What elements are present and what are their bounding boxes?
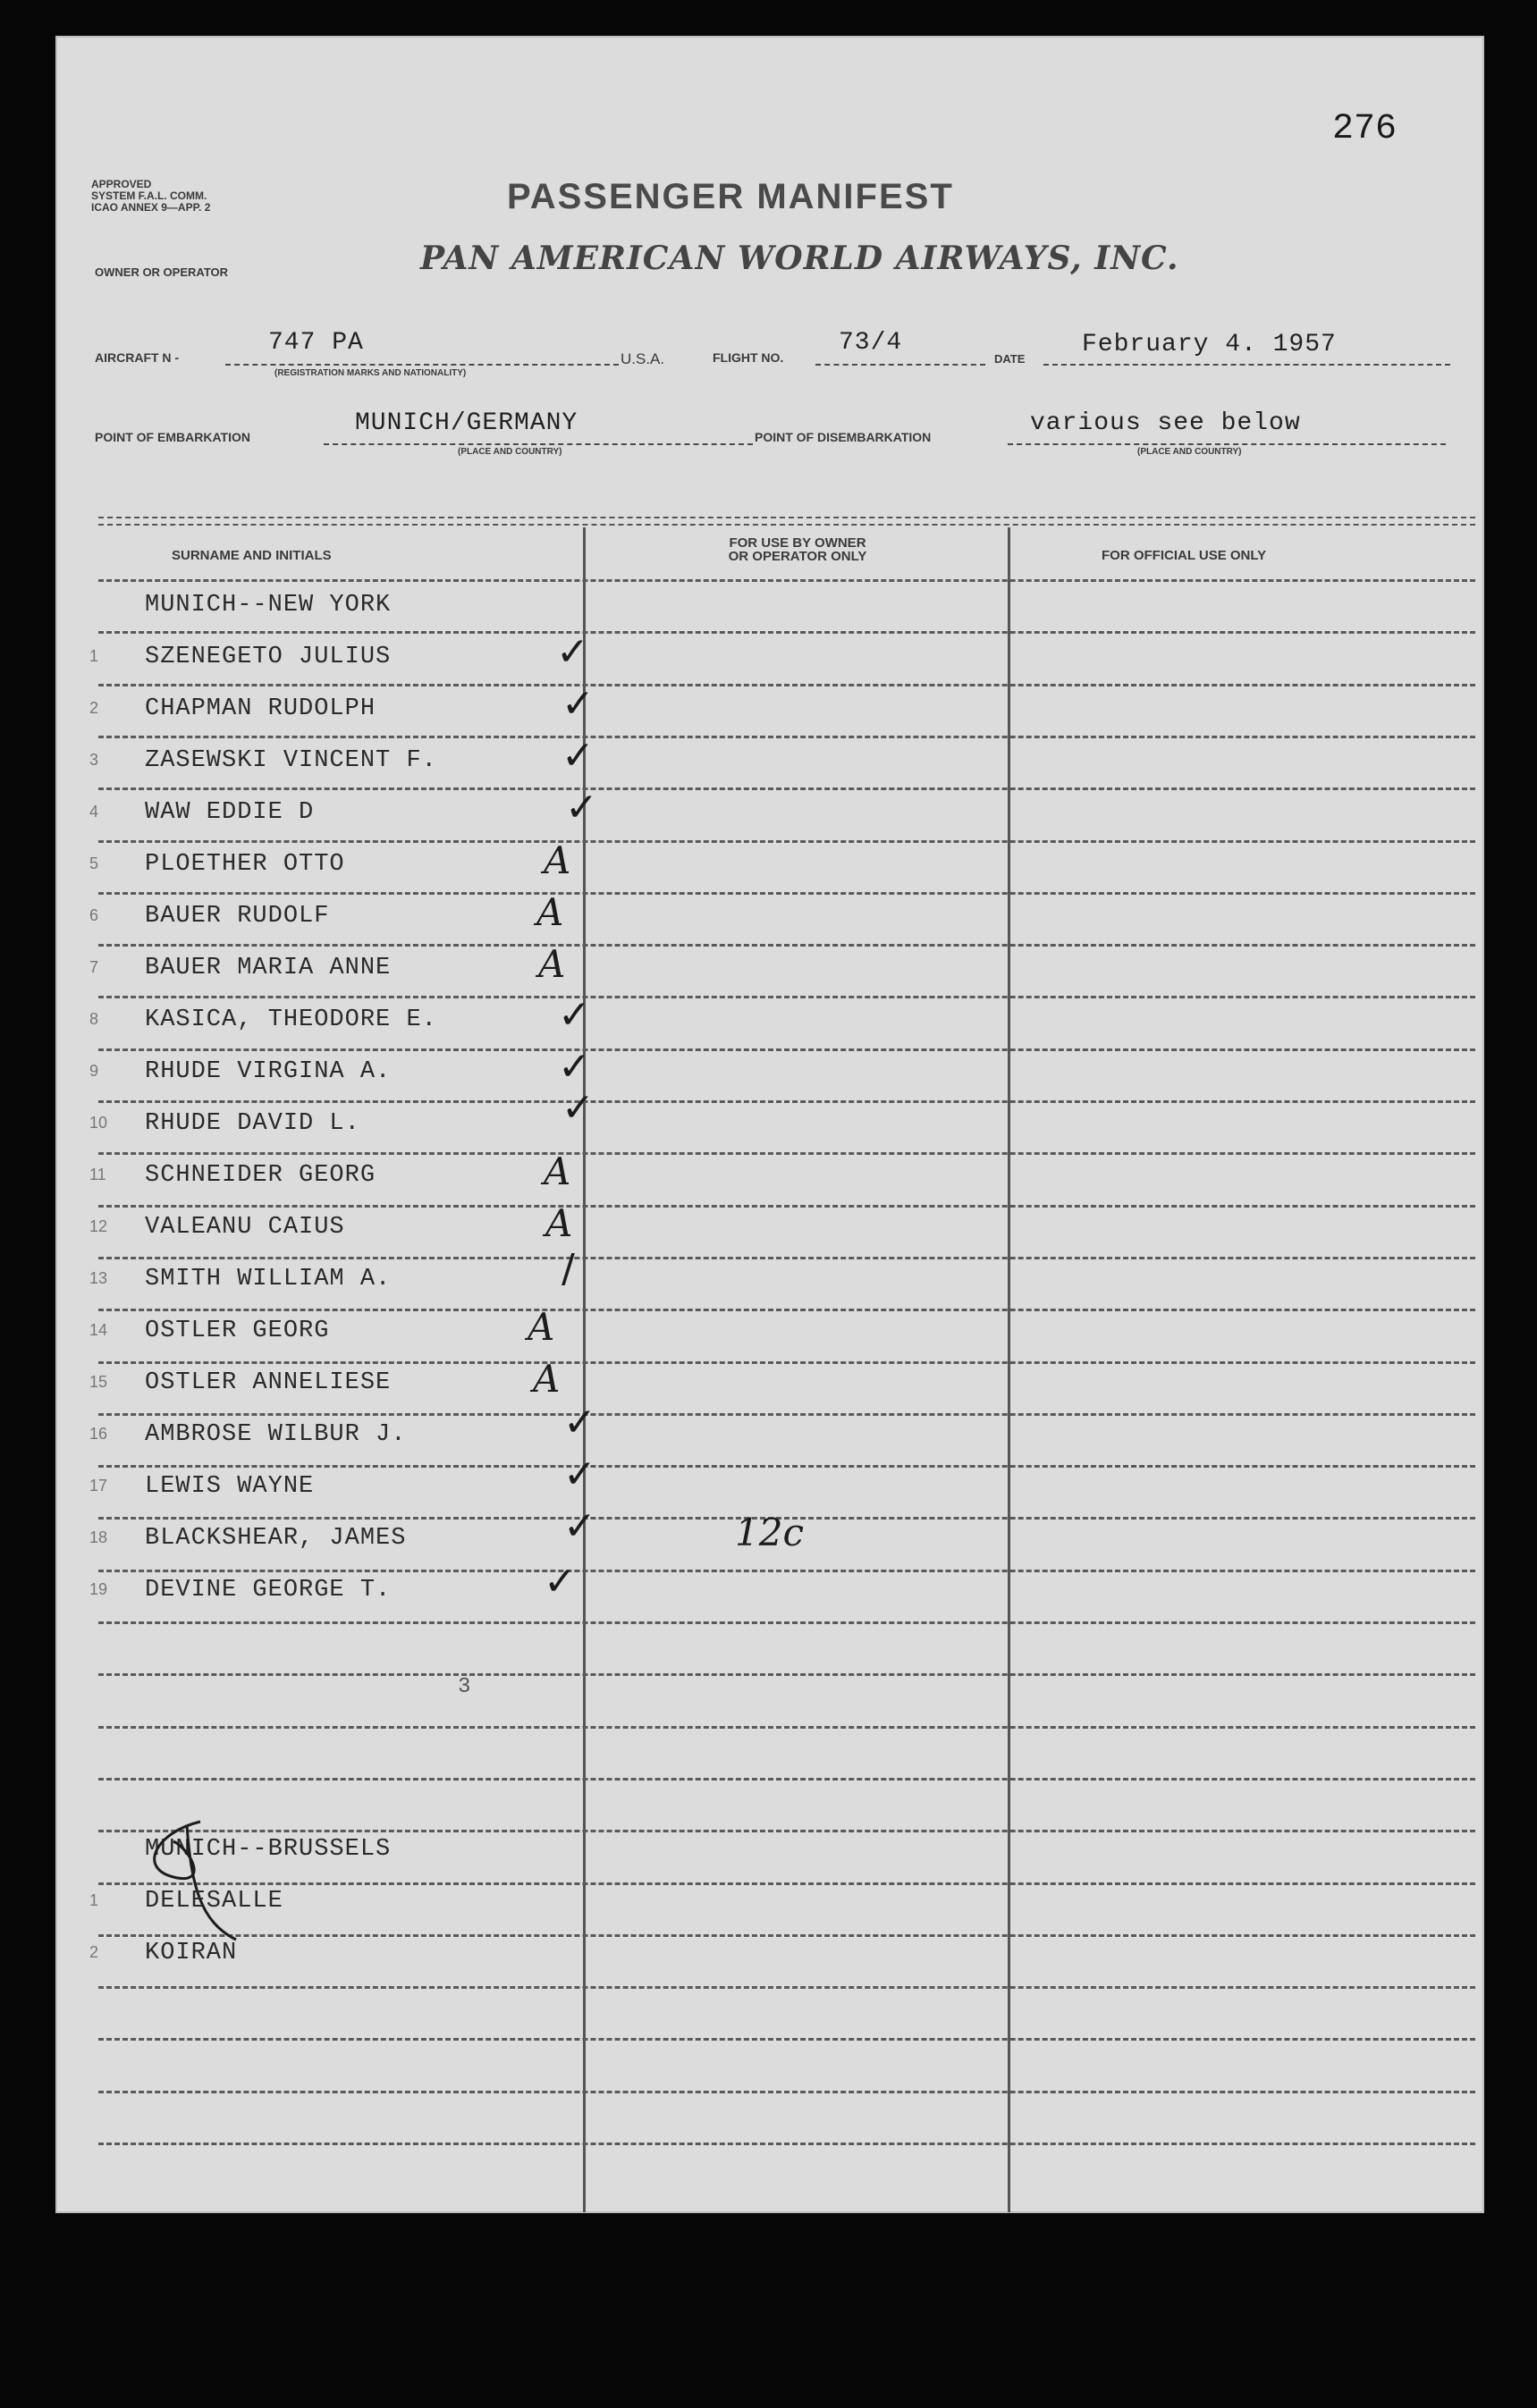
passenger-name: DEVINE GEORGE T. (145, 1577, 392, 1604)
disembarkation-label: POINT OF DISEMBARKATION (755, 430, 932, 444)
ruled-line (98, 1621, 1475, 1624)
passenger-name: CHAPMAN RUDOLPH (145, 695, 376, 722)
passenger-name: BAUER MARIA ANNE (145, 955, 392, 981)
row-number: 3 (89, 751, 99, 769)
mark-a: A (536, 890, 564, 934)
mark-a: A (538, 942, 566, 986)
disembarkation-value: various see below (1030, 409, 1301, 437)
checkmark: ✓ (544, 1559, 577, 1604)
checkmark: ✓ (563, 1400, 596, 1445)
row-number: 15 (89, 1373, 108, 1391)
ruled-line (98, 892, 1475, 895)
ruled-line (98, 840, 1475, 843)
row-number: 19 (89, 1580, 108, 1598)
ruled-line (98, 787, 1475, 790)
column-divider-2 (1008, 527, 1010, 2212)
row-number: 10 (89, 1114, 108, 1132)
passenger-name: SZENEGETO JULIUS (145, 644, 392, 670)
ruled-line (98, 944, 1475, 947)
checkmark: ✓ (563, 1503, 596, 1549)
ruled-line (98, 1570, 1475, 1572)
mark-a: A (533, 1357, 561, 1401)
passenger-name: PLOETHER OTTO (145, 851, 345, 878)
checkmark: ✓ (558, 1044, 591, 1090)
ruled-line (98, 1309, 1475, 1311)
ruled-line (98, 631, 1475, 634)
date-value: February 4. 1957 (1082, 331, 1337, 358)
ruled-line (98, 736, 1475, 738)
column-divider-1 (583, 527, 586, 2212)
ruled-line (98, 1778, 1475, 1781)
ruled-line (98, 1152, 1475, 1155)
ruled-line (98, 684, 1475, 686)
row-number: 13 (89, 1269, 108, 1287)
checkmark: ✓ (562, 733, 595, 779)
row-number: 9 (89, 1062, 99, 1080)
checkmark: ✓ (556, 629, 589, 675)
aircraft-label: AIRCRAFT N - (95, 350, 180, 365)
ruled-line (98, 1830, 1475, 1832)
checkmark: ✓ (563, 1452, 596, 1497)
checkmark: ✓ (558, 992, 591, 1038)
passenger-name: WAW EDDIE D (145, 799, 315, 826)
ruled-line (98, 1205, 1475, 1208)
ruled-line (98, 2143, 1475, 2145)
passenger-name: KASICA, THEODORE E. (145, 1006, 437, 1033)
flight-label: FLIGHT NO. (713, 350, 784, 365)
embarkation-value: MUNICH/GERMANY (355, 409, 578, 437)
disembarkation-sublabel: (PLACE AND COUNTRY) (1137, 447, 1242, 457)
passenger-name: OSTLER ANNELIESE (145, 1369, 392, 1396)
approval-note: APPROVED SYSTEM F.A.L. COMM. ICAO ANNEX 9—APP. 2 (91, 178, 211, 214)
checkmark: ✓ (565, 785, 598, 830)
row-number: 7 (89, 958, 99, 976)
row-number: 1 (89, 1891, 99, 1909)
embarkation-label: POINT OF EMBARKATION (95, 430, 250, 444)
mark-a: A (545, 1201, 573, 1245)
ruled-line (98, 1100, 1475, 1103)
passenger-name: AMBROSE WILBUR J. (145, 1421, 407, 1448)
row-number: 11 (89, 1166, 106, 1183)
ruled-line (98, 1257, 1475, 1259)
passenger-name: BLACKSHEAR, JAMES (145, 1525, 407, 1552)
ruled-line (98, 579, 1475, 582)
ruled-line (98, 996, 1475, 998)
seat-note: 12c (735, 1511, 804, 1554)
page-number: 276 (1332, 109, 1398, 149)
owner-use-column-header: FOR USE BY OWNER OR OPERATOR ONLY (728, 535, 867, 564)
passenger-name: BAUER RUDOLF (145, 903, 330, 930)
row-number: 2 (89, 699, 99, 717)
handwritten-bracket-mark (138, 1814, 254, 1949)
ruled-line (98, 2038, 1475, 2041)
row-number: 6 (89, 906, 99, 924)
checkmark: ✓ (562, 681, 595, 727)
manifest-title: PASSENGER MANIFEST (507, 177, 954, 216)
passenger-name: KOIRAN (145, 1940, 238, 1966)
row-number: 18 (89, 1528, 108, 1546)
route-heading-munich-new-york: MUNICH--NEW YORK (145, 592, 392, 619)
row-number: 16 (89, 1425, 108, 1443)
surname-column-header: SURNAME AND INITIALS (172, 548, 332, 563)
ruled-line (98, 1882, 1475, 1885)
passenger-name: RHUDE VIRGINA A. (145, 1058, 392, 1085)
row-number: 1 (89, 647, 99, 665)
slash-mark: / (562, 1246, 575, 1292)
passenger-name: VALEANU CAIUS (145, 1214, 345, 1241)
route-heading-munich-brussels: MUNICH--BRUSSELS (145, 1836, 392, 1863)
ruled-line (98, 1726, 1475, 1729)
airline-name: PAN AMERICAN WORLD AIRWAYS, INC. (420, 240, 1179, 277)
ruled-line (98, 1413, 1475, 1416)
passenger-name: LEWIS WAYNE (145, 1473, 315, 1500)
mark-a: A (544, 838, 571, 882)
ruled-line (98, 1048, 1475, 1051)
manifest-sheet (55, 36, 1484, 2213)
row-number: 2 (89, 1943, 99, 1961)
mark-a: A (544, 1149, 571, 1193)
row-number: 17 (89, 1477, 108, 1494)
embarkation-sublabel: (PLACE AND COUNTRY) (458, 447, 562, 457)
passenger-name: SMITH WILLIAM A. (145, 1266, 392, 1292)
stray-mark: 3 (458, 1675, 471, 1699)
row-number: 12 (89, 1217, 108, 1235)
aircraft-value: 747 PA (268, 329, 364, 357)
ruled-line (98, 2091, 1475, 2093)
flight-value: 73/4 (839, 329, 903, 357)
date-label: DATE (994, 352, 1026, 366)
passenger-name: ZASEWSKI VINCENT F. (145, 747, 437, 774)
passenger-name: RHUDE DAVID L. (145, 1110, 360, 1137)
passenger-name: SCHNEIDER GEORG (145, 1162, 376, 1189)
passenger-name: OSTLER GEORG (145, 1318, 330, 1344)
aircraft-sublabel: (REGISTRATION MARKS AND NATIONALITY) (274, 368, 467, 378)
official-use-column-header: FOR OFFICIAL USE ONLY (1102, 548, 1267, 563)
passenger-name: DELESALLE (145, 1888, 283, 1915)
ruled-line (98, 1465, 1475, 1468)
row-number: 4 (89, 803, 99, 821)
mark-a: A (528, 1305, 555, 1349)
ruled-line (98, 1673, 1475, 1676)
checkmark: ✓ (562, 1085, 595, 1131)
row-number: 5 (89, 855, 99, 872)
ruled-line (98, 1361, 1475, 1364)
owner-label: OWNER OR OPERATOR (95, 265, 229, 279)
ruled-line (98, 1986, 1475, 1989)
row-number: 8 (89, 1010, 99, 1028)
ruled-line (98, 1934, 1475, 1937)
country-label: U.S.A. (621, 350, 665, 367)
row-number: 14 (89, 1321, 108, 1339)
